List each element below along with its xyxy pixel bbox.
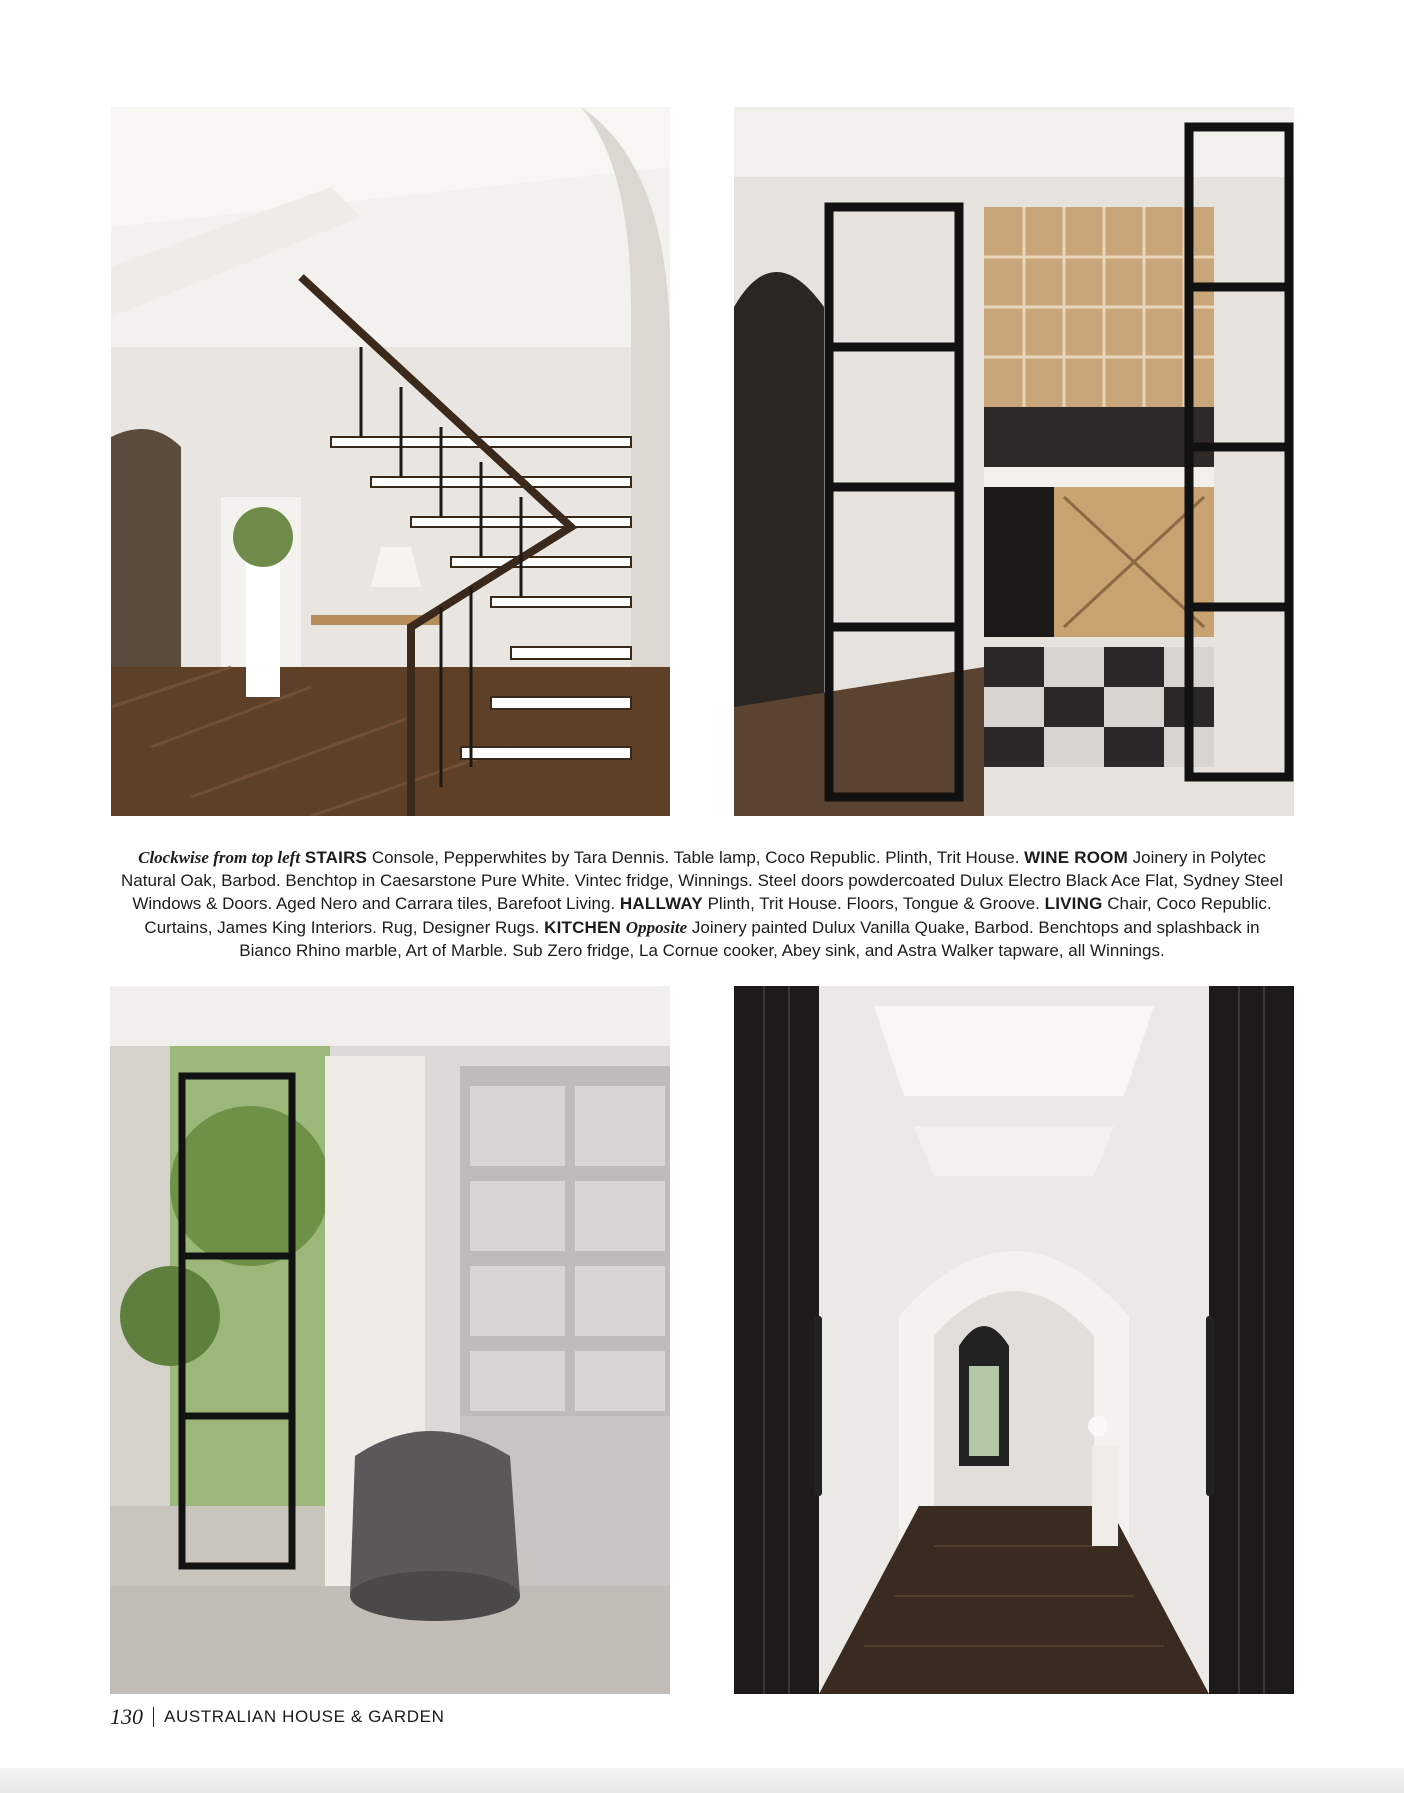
caption-opposite: Opposite [625,917,688,937]
wine-room-image [734,107,1294,816]
photo-caption [120,846,1284,962]
page-footer [110,1702,444,1732]
caption-kitchen-text: Joinery painted Dulux Vanilla Quake, Barbod. Benchtops and splashback in Bianco Rhino marble, Art of Marble. Sub Zero fridge, La Cornue cooker, Abey sink, and Astra Walker tapware, all Winnings. [239,917,1260,960]
photo-hallway [734,986,1294,1694]
caption-stairs-text: Console, Pepperwhites by Tara Dennis. Table lamp, Coco Republic. Plinth, Trit House. [367,848,1025,867]
caption-wine-label: WINE ROOM [1024,848,1128,867]
caption-hallway-text: Plinth, Trit House. Floors, Tongue & Groove. [702,894,1045,914]
caption-hallway-label: HALLWAY [619,894,703,914]
caption-living-label: LIVING [1044,894,1103,914]
photo-wine-room [734,107,1294,816]
viewer-bottom-band [0,1768,1404,1793]
footer-divider [153,1707,154,1727]
living-image [110,986,670,1694]
caption-wine-text: Joinery in Polytec Natural Oak, Barbod. Benchtop in Caesarstone Pure White. Vintec fridge, Winnings. Steel doors powdercoated Dulux Electro Black Ace Flat, Sydney Steel Windows & Doors. Aged Nero and Carrara tiles, Barefoot Living. [121,848,1283,914]
photo-living [110,986,670,1694]
photo-stairs [111,107,670,816]
caption-kitchen-label: KITCHEN [544,917,622,937]
stairs-image [111,107,670,816]
page-number: 130 [110,1704,143,1729]
caption-lead: Clockwise from top left [138,848,301,867]
caption-living-text: Chair, Coco Republic. Curtains, James King Interiors. Rug, Designer Rugs. [144,894,1272,937]
hallway-image [734,986,1294,1694]
caption-stairs-label: STAIRS [304,848,368,867]
publication-name: AUSTRALIAN HOUSE & GARDEN [164,1707,445,1726]
